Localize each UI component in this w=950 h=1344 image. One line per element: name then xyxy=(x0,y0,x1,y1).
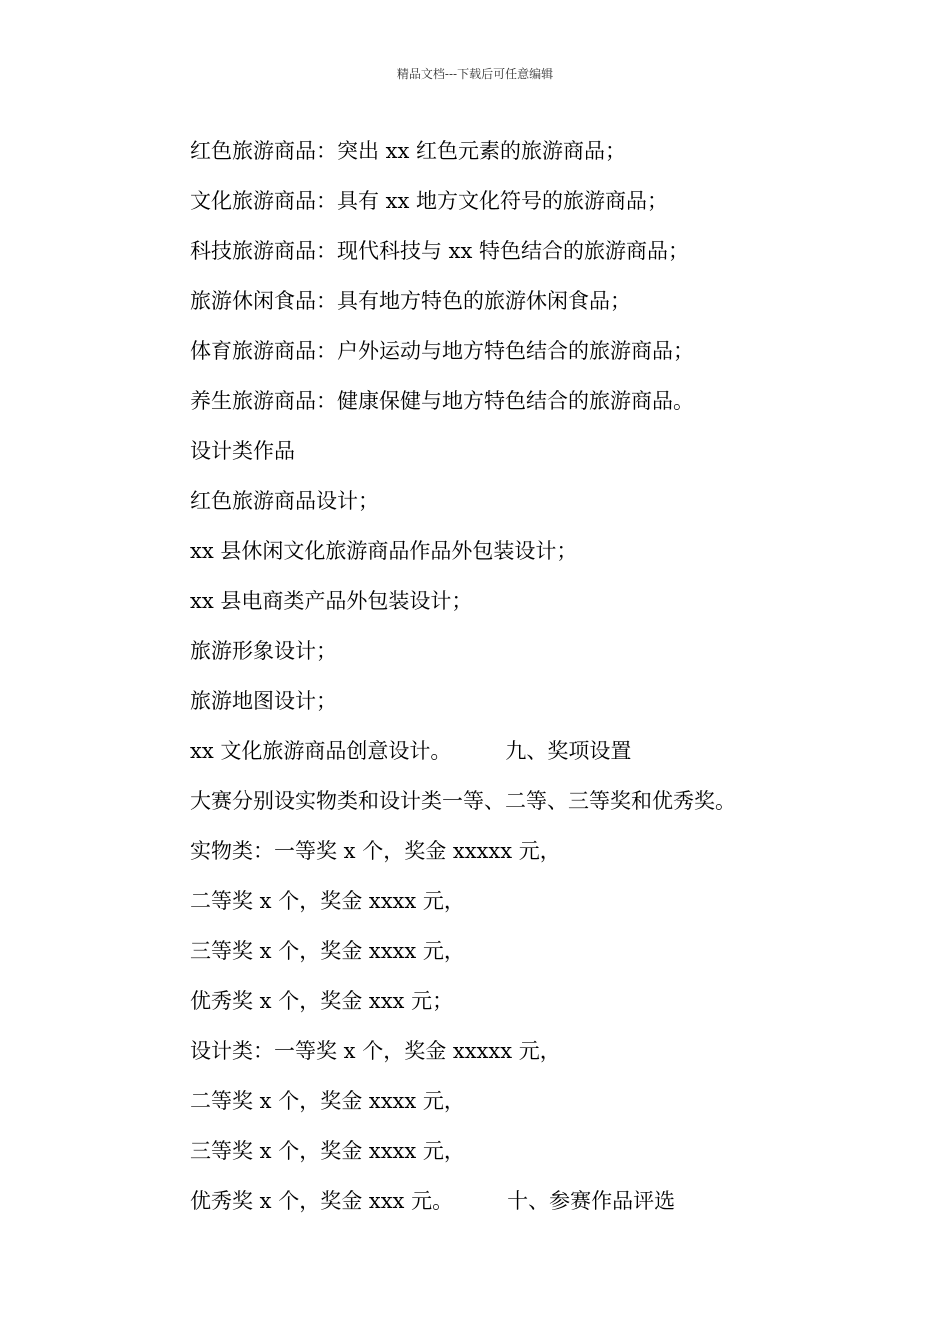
body-line: 三等奖 x 个，奖金 xxxx 元， xyxy=(190,939,465,963)
body-line xyxy=(190,726,910,776)
body-line: 设计类：一等奖 x 个，奖金 xxxxx 元， xyxy=(190,1039,561,1063)
body-line: 三等奖 x 个，奖金 xxxx 元， xyxy=(190,1139,465,1163)
body-line: 实物类：一等奖 x 个，奖金 xxxxx 元， xyxy=(190,839,561,863)
body-line xyxy=(190,1176,910,1226)
body-line: xx 县电商类产品外包装设计； xyxy=(190,589,473,613)
page-header: 精品文档---下载后可任意编辑 xyxy=(396,67,554,81)
body-line: 优秀奖 x 个，奖金 xxx 元； xyxy=(190,989,454,1013)
body-line: 旅游地图设计； xyxy=(190,689,337,713)
body-line: xx 县休闲文化旅游商品作品外包装设计； xyxy=(190,539,578,563)
body-line: 红色旅游商品设计； xyxy=(190,489,379,513)
body-line: 文化旅游商品：具有 xx 地方文化符号的旅游商品； xyxy=(190,189,669,213)
body-line: 旅游休闲食品：具有地方特色的旅游休闲食品； xyxy=(190,289,631,313)
body-line: 旅游形象设计； xyxy=(190,639,337,663)
body-line: 体育旅游商品：户外运动与地方特色结合的旅游商品； xyxy=(190,339,694,363)
body-line: 二等奖 x 个，奖金 xxxx 元， xyxy=(190,1089,465,1113)
body-line: 二等奖 x 个，奖金 xxxx 元， xyxy=(190,889,465,913)
body-line: 红色旅游商品：突出 xx 红色元素的旅游商品； xyxy=(190,139,627,163)
section-title-awards: 九、奖项设置 xyxy=(505,739,632,763)
body-line: 养生旅游商品：健康保健与地方特色结合的旅游商品。 xyxy=(190,389,694,413)
section-heading: 设计类作品 xyxy=(190,439,295,463)
body-line: 大赛分别设实物类和设计类一等、二等、三等奖和优秀奖。 xyxy=(190,789,736,813)
body-line-text: xx 文化旅游商品创意设计。 xyxy=(190,739,452,763)
document-body xyxy=(190,126,910,1226)
body-line-text: 优秀奖 x 个，奖金 xxx 元。 xyxy=(190,1189,454,1213)
section-title-evaluation: 十、参赛作品评选 xyxy=(507,1189,676,1213)
body-line: 科技旅游商品：现代科技与 xx 特色结合的旅游商品； xyxy=(190,239,690,263)
